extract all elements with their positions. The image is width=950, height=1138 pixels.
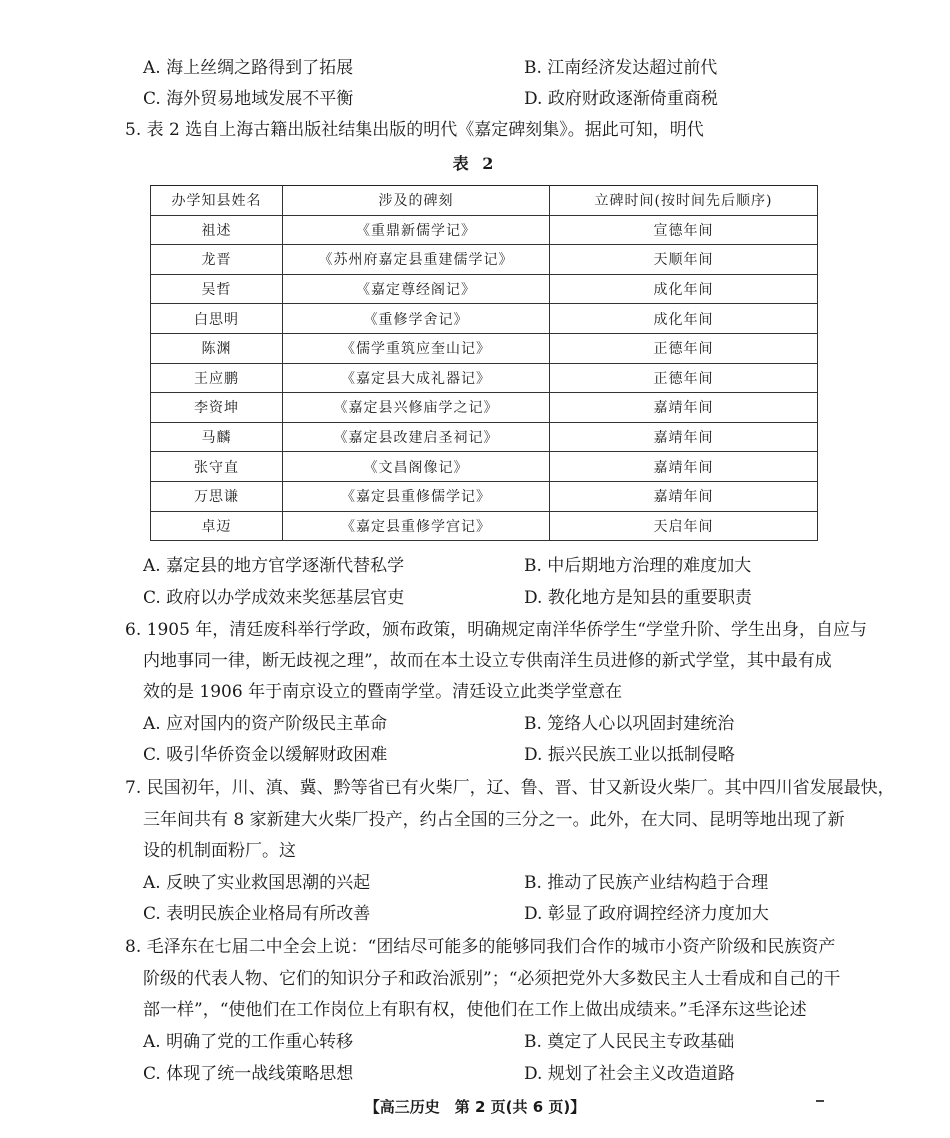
cell-date: 正德年间 (550, 363, 818, 393)
q8-option-c: C. 体现了统一战线策略思想 (143, 1064, 354, 1084)
table-row (151, 245, 818, 275)
cell-magistrate: 吴哲 (151, 274, 283, 304)
cell-stele: 《苏州府嘉定县重建儒学记》 (283, 245, 550, 275)
cell-stele: 《儒学重筑应奎山记》 (283, 333, 550, 363)
cell-date: 嘉靖年间 (550, 481, 818, 511)
cell-magistrate: 龙晋 (151, 245, 283, 275)
cell-date: 天顺年间 (550, 245, 818, 275)
q4-option-a: A. 海上丝绸之路得到了拓展 (143, 58, 354, 78)
table-row (151, 422, 818, 452)
q6-stem-line-2: 内地事同一律，断无歧视之理”，故而在本土设立专供南洋生员进修的新式学堂，其中最有成 (143, 651, 832, 671)
cell-magistrate: 白思明 (151, 304, 283, 334)
cell-stele: 《嘉定尊经阁记》 (283, 274, 550, 304)
q7-option-c: C. 表明民族企业格局有所改善 (143, 904, 371, 924)
q7-stem-line-3: 设的机制面粉厂。这 (143, 841, 296, 861)
cell-date: 正德年间 (550, 333, 818, 363)
corner-mark (816, 1100, 824, 1102)
cell-magistrate: 马麟 (151, 422, 283, 452)
cell-magistrate: 万思谦 (151, 481, 283, 511)
cell-magistrate: 王应鹏 (151, 363, 283, 393)
q8-stem-line-3: 部一样”，“使他们在工作岗位上有职有权，使他们在工作上做出成绩来。”毛泽东这些论述 (143, 1000, 807, 1020)
q6-option-a: A. 应对国内的资产阶级民主革命 (143, 714, 388, 734)
stele-table (150, 185, 818, 541)
q8-stem-line-1: 8. 毛泽东在七届二中全会上说：“团结尽可能多的能够同我们合作的城市小资产阶级和民族资产 (125, 937, 836, 957)
q6-stem-line-3: 效的是 1906 年于南京设立的暨南学堂。清廷设立此类学堂意在 (143, 682, 623, 702)
table-caption: 表 2 (452, 154, 498, 173)
q6-option-c: C. 吸引华侨资金以缓解财政困难 (143, 745, 388, 765)
cell-date: 成化年间 (550, 304, 818, 334)
cell-date: 成化年间 (550, 274, 818, 304)
table-row (151, 333, 818, 363)
table-row (151, 511, 818, 541)
cell-magistrate: 李资坤 (151, 393, 283, 423)
header-magistrate: 办学知县姓名 (151, 186, 283, 216)
cell-stele: 《嘉定县重修儒学记》 (283, 481, 550, 511)
header-date: 立碑时间(按时间先后顺序) (550, 186, 818, 216)
table-header-row (151, 186, 818, 216)
cell-date: 嘉靖年间 (550, 422, 818, 452)
cell-date: 宣德年间 (550, 215, 818, 245)
table-row (151, 393, 818, 423)
q4-option-b: B. 江南经济发达超过前代 (524, 58, 718, 78)
q7-stem-line-1: 7. 民国初年，川、滇、冀、黔等省已有火柴厂，辽、鲁、晋、甘又新设火柴厂。其中四川省发展最快， (125, 778, 895, 798)
header-stele: 涉及的碑刻 (283, 186, 550, 216)
cell-magistrate: 陈渊 (151, 333, 283, 363)
q5-option-b: B. 中后期地方治理的难度加大 (524, 556, 752, 576)
cell-magistrate: 张守直 (151, 452, 283, 482)
q6-stem-line-1: 6. 1905 年，清廷废科举行学政，颁布政策，明确规定南洋华侨学生“学堂升阶、学生出身，自应与 (125, 620, 867, 640)
q5-stem: 5. 表 2 选自上海古籍出版社结集出版的明代《嘉定碑刻集》。据此可知，明代 (125, 120, 704, 140)
q8-option-a: A. 明确了党的工作重心转移 (143, 1032, 354, 1052)
cell-date: 天启年间 (550, 511, 818, 541)
cell-stele: 《嘉定县改建启圣祠记》 (283, 422, 550, 452)
q7-stem-line-2: 三年间共有 8 家新建大火柴厂投产，约占全国的三分之一。此外，在大同、昆明等地出现了新 (143, 810, 845, 830)
q7-option-a: A. 反映了实业救国思潮的兴起 (143, 873, 371, 893)
cell-stele: 《嘉定县重修学宫记》 (283, 511, 550, 541)
table-row (151, 274, 818, 304)
q8-option-b: B. 奠定了人民民主专政基础 (524, 1032, 735, 1052)
page-footer: 【高三历史 第 2 页(共 6 页)】 (364, 1098, 586, 1116)
cell-magistrate: 祖述 (151, 215, 283, 245)
table-row (151, 363, 818, 393)
table-row (151, 481, 818, 511)
q6-option-b: B. 笼络人心以巩固封建统治 (524, 714, 735, 734)
q4-option-d: D. 政府财政逐渐倚重商税 (524, 89, 718, 109)
q5-option-c: C. 政府以办学成效来奖惩基层官吏 (143, 588, 405, 608)
table-row (151, 452, 818, 482)
q8-option-d: D. 规划了社会主义改造道路 (524, 1064, 735, 1084)
table-row (151, 304, 818, 334)
cell-magistrate: 卓迈 (151, 511, 283, 541)
q6-option-d: D. 振兴民族工业以抵制侵略 (524, 745, 735, 765)
cell-stele: 《嘉定县兴修庙学之记》 (283, 393, 550, 423)
q4-option-c: C. 海外贸易地域发展不平衡 (143, 89, 354, 109)
cell-date: 嘉靖年间 (550, 393, 818, 423)
q8-stem-line-2: 阶级的代表人物、它们的知识分子和政治派别”；“必须把党外大多数民主人士看成和自己的干 (143, 969, 841, 989)
table-row (151, 215, 818, 245)
cell-stele: 《重鼎新儒学记》 (283, 215, 550, 245)
q7-option-b: B. 推动了民族产业结构趋于合理 (524, 873, 769, 893)
cell-stele: 《重修学舍记》 (283, 304, 550, 334)
q5-option-d: D. 教化地方是知县的重要职责 (524, 588, 752, 608)
cell-stele: 《文昌阁像记》 (283, 452, 550, 482)
q5-option-a: A. 嘉定县的地方官学逐渐代替私学 (143, 556, 405, 576)
cell-date: 嘉靖年间 (550, 452, 818, 482)
q7-option-d: D. 彰显了政府调控经济力度加大 (524, 904, 769, 924)
cell-stele: 《嘉定县大成礼器记》 (283, 363, 550, 393)
